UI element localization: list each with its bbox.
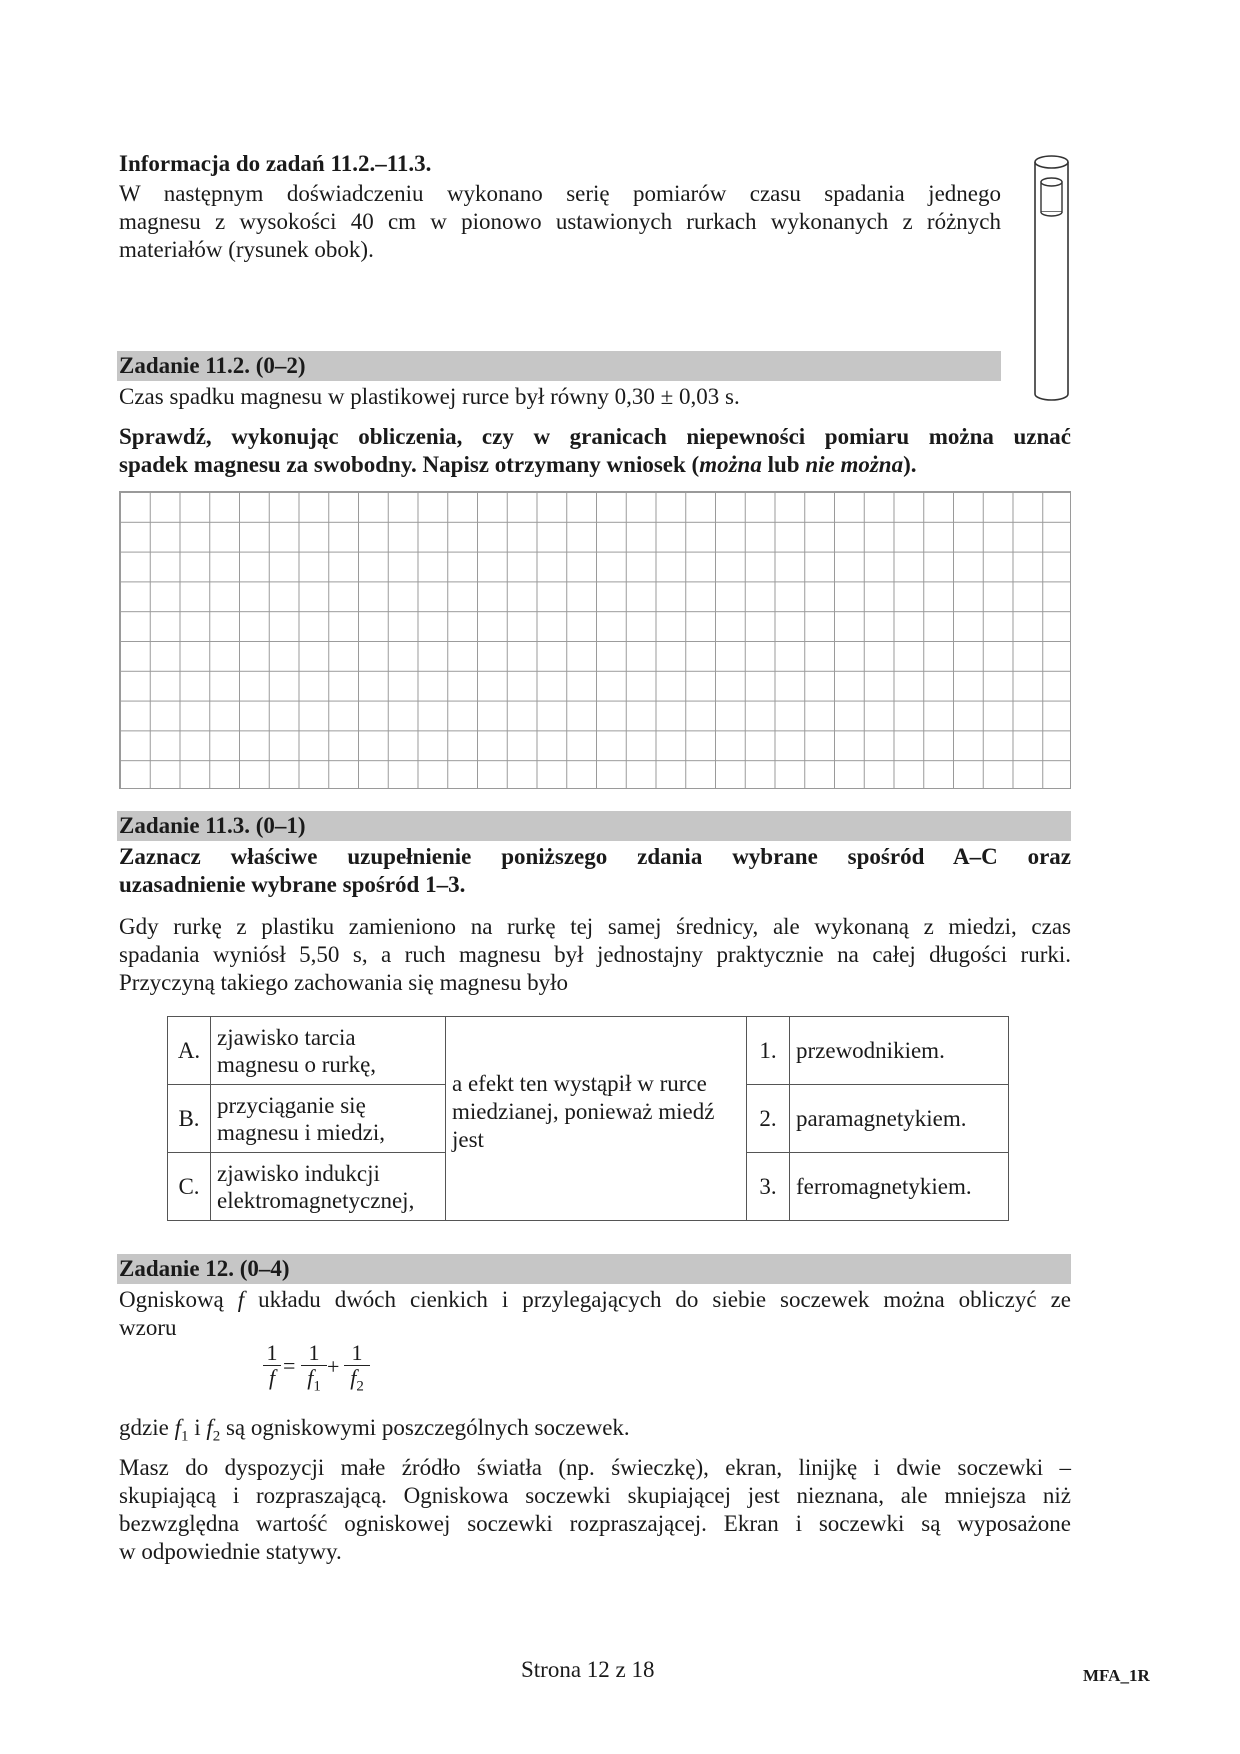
option-b-label[interactable]: B. — [168, 1085, 211, 1153]
answer-grid[interactable] — [119, 491, 1071, 789]
reason-2[interactable]: paramagnetykiem. — [790, 1085, 1009, 1153]
exam-code: MFA_1R — [1083, 1666, 1150, 1685]
task-12-line-2: wzoru — [119, 1315, 177, 1340]
option-c-label[interactable]: C. — [168, 1153, 211, 1221]
task-12-line-1: Ogniskową f układu dwóch cienkich i przylegających do siebie soczewek można obliczyć ze — [119, 1287, 1071, 1312]
choice-table — [167, 1016, 1009, 1221]
reason-1[interactable]: przewodnikiem. — [790, 1017, 1009, 1085]
info-line-3: materiałów (rysunek obok). — [119, 237, 374, 262]
task-11-3-text-1: Gdy rurkę z plastiku zamieniono na rurkę tej samej średnicy, ale wykonaną z miedzi, czas — [119, 914, 1071, 939]
reason-1-label[interactable]: 1. — [747, 1017, 790, 1085]
option-a[interactable]: zjawisko tarcia magnesu o rurkę, — [211, 1017, 446, 1085]
task-12-para-2: skupiającą i rozpraszającą. Ogniskowa soczewki skupiającej jest nieznana, ale mniejsza niż — [119, 1483, 1071, 1508]
task-11-3-instruction-2: uzasadnienie wybrane spośród 1–3. — [119, 872, 466, 897]
reason-3[interactable]: ferromagnetykiem. — [790, 1153, 1009, 1221]
task-11-3-text-3: Przyczyną takiego zachowania się magnesu było — [119, 970, 568, 995]
middle-statement: a efekt ten wystąpił w rurce miedzianej, ponieważ miedź jest — [446, 1017, 747, 1221]
task-11-2-instruction-1: Sprawdź, wykonując obliczenia, czy w granicach niepewności pomiaru można uznać — [119, 424, 1071, 449]
task-12-heading: Zadanie 12. (0–4) — [117, 1254, 1071, 1284]
reason-3-label[interactable]: 3. — [747, 1153, 790, 1221]
task-12-para-4: w odpowiednie statywy. — [119, 1539, 342, 1564]
info-heading: Informacja do zadań 11.2.–11.3. — [119, 151, 432, 176]
task-12-where: gdzie $f_1$ i $f_2$ są ogniskowymi poszczególnych soczewek. — [119, 1415, 630, 1445]
info-line-2: magnesu z wysokości 40 cm w pionowo ustawionych rurkach wykonanych z różnych — [119, 209, 1001, 234]
option-a-label[interactable]: A. — [168, 1017, 211, 1085]
page-number: Strona 12 z 18 — [521, 1657, 655, 1682]
task-12-para-1: Masz do dyspozycji małe źródło światła (np. świeczkę), ekran, linijkę i dwie soczewki – — [119, 1455, 1071, 1480]
task-11-3-heading: Zadanie 11.3. (0–1) — [117, 811, 1071, 841]
task-12-para-3: bezwzględna wartość ogniskowej soczewki rozpraszającej. Ekran i soczewki są wyposażone — [119, 1511, 1071, 1536]
info-line-1: W następnym doświadczeniu wykonano serię pomiarów czasu spadania jednego — [119, 181, 1001, 206]
task-11-2-instruction-2: spadek magnesu za swobodny. Napisz otrzymany wniosek (można lub nie można). — [119, 452, 917, 477]
task-11-2-heading: Zadanie 11.2. (0–2) — [117, 351, 1001, 381]
plus-sign: + — [327, 1354, 340, 1379]
option-b[interactable]: przyciąganie się magnesu i miedzi, — [211, 1085, 446, 1153]
equals-sign: = — [283, 1353, 296, 1378]
task-11-2-statement: Czas spadku magnesu w plastikowej rurce był równy 0,30 ± 0,03 s. — [119, 384, 740, 409]
task-11-3-instruction-1: Zaznacz właściwe uzupełnienie poniższego zdania wybrane spośród A–C oraz — [119, 844, 1071, 869]
task-11-3-text-2: spadania wyniósł 5,50 s, a ruch magnesu był jednostajny praktycznie na całej długości rurki. — [119, 942, 1071, 967]
reason-2-label[interactable]: 2. — [747, 1085, 790, 1153]
tube-illustration — [1030, 150, 1080, 406]
option-c[interactable]: zjawisko indukcji elektromagnetycznej, — [211, 1153, 446, 1221]
